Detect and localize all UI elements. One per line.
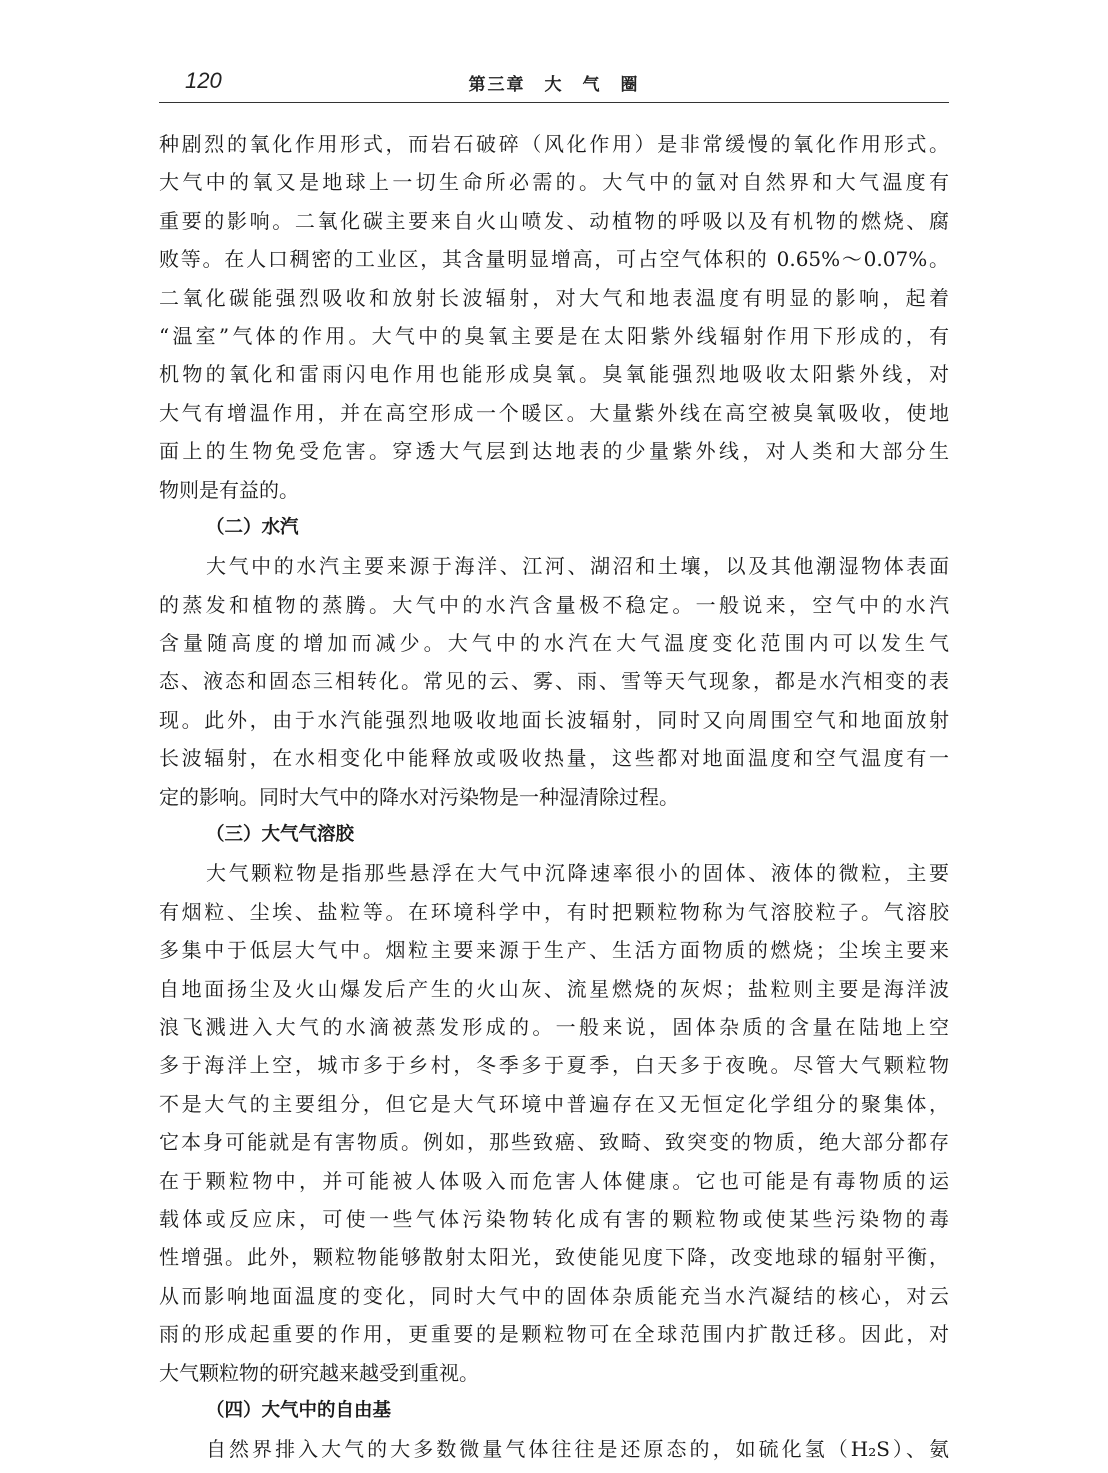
text-line: 雨的形成起重要的作用，更重要的是颗粒物可在全球范围内扩散迁移。因此，对 [159,1322,949,1347]
text-line: 浪飞溅进入大气的水滴被蒸发形成的。一般来说，固体杂质的含量在陆地上空 [159,1014,949,1039]
text-line: 自然界排入大气的大多数微量气体往往是还原态的，如硫化氢（H₂S）、氨 [206,1437,949,1462]
text-line: 载体或反应床，可使一些气体污染物转化成有害的颗粒物或使某些污染物的毒 [159,1206,949,1231]
text-line: 机物的氧化和雷雨闪电作用也能形成臭氧。臭氧能强烈地吸收太阳紫外线，对 [159,362,949,387]
text-line: 种剧烈的氧化作用形式，而岩石破碎（风化作用）是非常缓慢的氧化作用形式。 [159,132,949,156]
text-line: 态、液态和固态三相转化。常见的云、雾、雨、雪等天气现象，都是水汽相变的表 [159,669,949,694]
text-line: 大气颗粒物是指那些悬浮在大气中沉降速率很小的固体、液体的微粒，主要 [206,861,949,886]
section-heading: （四）大气中的自由基 [206,1399,392,1421]
text-line: 的蒸发和植物的蒸腾。大气中的水汽含量极不稳定。一般说来，空气中的水汽 [159,592,949,617]
text-line: 大气中的氧又是地球上一切生命所必需的。大气中的氩对自然界和大气温度有 [159,170,949,195]
text-line: 大气颗粒物的研究越来越受到重视。 [159,1360,479,1385]
text-line: 性增强。此外，颗粒物能够散射太阳光，致使能见度下降，改变地球的辐射平衡， [159,1245,949,1270]
text-line: 现。此外，由于水汽能强烈地吸收地面长波辐射，同时又向周围空气和地面放射 [159,707,949,732]
text-line: 大气有增温作用，并在高空形成一个暖区。大量紫外线在高空被臭氧吸收，使地 [159,400,949,425]
text-line: 败等。在人口稠密的工业区，其含量明显增高，可占空气体积的 0.65%～0.07%。 [159,247,949,272]
text-line: 多集中于低层大气中。烟粒主要来源于生产、生活方面物质的燃烧；尘埃主要来 [159,938,949,963]
page-number: 120 [185,68,222,93]
text-line: “温室”气体的作用。大气中的臭氧主要是在太阳紫外线辐射作用下形成的，有 [159,323,949,348]
section-heading: （二）水汽 [206,516,299,538]
text-line: 含量随高度的增加而减少。大气中的水汽在大气温度变化范围内可以发生气 [159,631,949,656]
text-line: 物则是有益的。 [159,477,299,502]
text-line: 大气中的水汽主要来源于海洋、江河、湖沼和土壤，以及其他潮湿物体表面 [206,554,949,579]
text-line: 不是大气的主要组分，但它是大气环境中普遍存在又无恒定化学组分的聚集体， [159,1091,949,1116]
text-line: 多于海洋上空，城市多于乡村，冬季多于夏季，白天多于夜晚。尽管大气颗粒物 [159,1053,949,1078]
chapter-title: 第三章 大 气 圈 [468,75,640,95]
text-line: 二氧化碳能强烈吸收和放射长波辐射，对大气和地表温度有明显的影响，起着 [159,285,949,310]
text-line: 在于颗粒物中，并可能被人体吸入而危害人体健康。它也可能是有毒物质的运 [159,1168,949,1193]
text-line: 长波辐射，在水相变化中能释放或吸收热量，这些都对地面温度和空气温度有一 [159,746,949,771]
page-header [159,62,949,103]
text-line: 自地面扬尘及火山爆发后产生的火山灰、流星燃烧的灰烬；盐粒则主要是海洋波 [159,976,949,1001]
text-line: 面上的生物免受危害。穿透大气层到达地表的少量紫外线，对人类和大部分生 [159,439,949,464]
text-line: 定的影响。同时大气中的降水对污染物是一种湿清除过程。 [159,784,679,809]
section-heading: （三）大气气溶胶 [206,824,355,846]
text-line: 重要的影响。二氧化碳主要来自火山喷发、动植物的呼吸以及有机物的燃烧、腐 [159,208,949,233]
body-text [159,125,949,1469]
text-line: 从而影响地面温度的变化，同时大气中的固体杂质能充当水汽凝结的核心，对云 [159,1283,949,1308]
text-line: 有烟粒、尘埃、盐粒等。在环境科学中，有时把颗粒物称为气溶胶粒子。气溶胶 [159,899,949,924]
text-line: 它本身可能就是有害物质。例如，那些致癌、致畸、致突变的物质，绝大部分都存 [159,1130,949,1155]
